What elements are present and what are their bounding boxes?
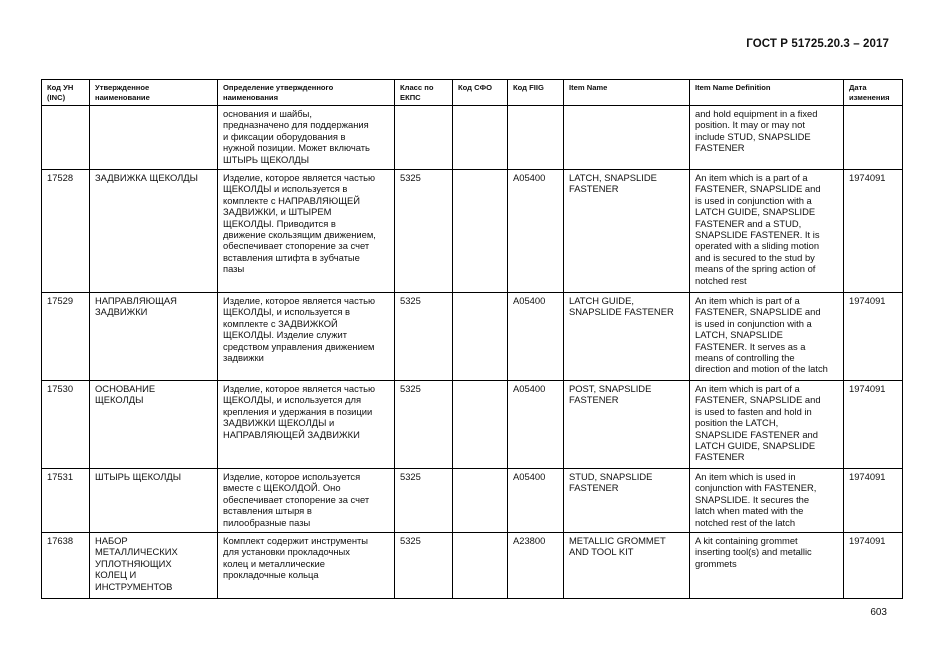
cell-ekps-class: 5325 xyxy=(395,381,453,469)
cell-ekps-class xyxy=(395,106,453,170)
cell-sfo-code xyxy=(453,533,508,599)
table-row xyxy=(42,106,903,170)
cell-inc: 17530 xyxy=(42,381,90,469)
cell-fiig-code: A23800 xyxy=(508,533,564,599)
cell-approved-name: ЗАДВИЖКА ЩЕКОЛДЫ xyxy=(90,170,218,293)
cell-ekps-class: 5325 xyxy=(395,170,453,293)
cell-item-name-definition: An item which is part of a FASTENER, SNAPSLIDE and is used to fasten and hold in position the LATCH, SNAPSLIDE FASTENER and LATCH GUIDE, SNAPSLIDE FASTENER xyxy=(690,381,844,469)
cell-inc xyxy=(42,106,90,170)
cell-inc: 17528 xyxy=(42,170,90,293)
standard-table xyxy=(41,79,903,599)
cell-item-name-definition: A kit containing grommet inserting tool(s) and metallic grommets xyxy=(690,533,844,599)
cell-fiig-code: A05400 xyxy=(508,381,564,469)
cell-sfo-code xyxy=(453,293,508,381)
cell-ekps-class: 5325 xyxy=(395,293,453,381)
cell-fiig-code: A05400 xyxy=(508,293,564,381)
cell-change-date: 1974091 xyxy=(844,469,903,533)
cell-definition: Изделие, которое является частью ЩЕКОЛДЫ и используется в комплекте с НАПРАВЛЯЮЩЕЙ ЗАДВИЖКИ, и ШТЫРЕМ ЩЕКОЛДЫ. Приводится в движение скользящим движением, обеспечивает стопорение за счет вставления штифта в зубчатые пазы xyxy=(218,170,395,293)
column-header-definition: Определение утвержденного наименования xyxy=(218,80,395,106)
cell-fiig-code xyxy=(508,106,564,170)
cell-item-name: LATCH GUIDE, SNAPSLIDE FASTENER xyxy=(564,293,690,381)
page-number: 603 xyxy=(870,607,887,618)
cell-inc: 17529 xyxy=(42,293,90,381)
column-header-approved-name: Утвержденное наименование xyxy=(90,80,218,106)
cell-item-name-definition: An item which is used in conjunction with FASTENER, SNAPSLIDE. It secures the latch when mated with the notched rest of the latch xyxy=(690,469,844,533)
cell-approved-name xyxy=(90,106,218,170)
cell-item-name: STUD, SNAPSLIDE FASTENER xyxy=(564,469,690,533)
cell-change-date: 1974091 xyxy=(844,533,903,599)
cell-change-date: 1974091 xyxy=(844,381,903,469)
cell-sfo-code xyxy=(453,106,508,170)
cell-approved-name: НАБОР МЕТАЛЛИЧЕСКИХ УПЛОТНЯЮЩИХ КОЛЕЦ И ИНСТРУМЕНТОВ xyxy=(90,533,218,599)
cell-ekps-class: 5325 xyxy=(395,469,453,533)
cell-fiig-code: A05400 xyxy=(508,469,564,533)
column-header-ekps-class: Класс по ЕКПС xyxy=(395,80,453,106)
cell-approved-name: ШТЫРЬ ЩЕКОЛДЫ xyxy=(90,469,218,533)
cell-item-name-definition: An item which is a part of a FASTENER, SNAPSLIDE and is used in conjunction with a LATCH GUIDE, SNAPSLIDE FASTENER and a STUD, SNAPSLIDE FASTENER. It is operated with a sliding motion and is secured to the stud by means of the spring action of notched rest xyxy=(690,170,844,293)
cell-definition: Комплект содержит инструменты для установки прокладочных колец и металлические прокладочные кольца xyxy=(218,533,395,599)
cell-item-name: METALLIC GROMMET AND TOOL KIT xyxy=(564,533,690,599)
cell-item-name-definition: and hold equipment in a fixed position. It may or may not include STUD, SNAPSLIDE FASTENER xyxy=(690,106,844,170)
cell-definition: Изделие, которое является частью ЩЕКОЛДЫ, и используется в комплекте с ЗАДВИЖКОЙ ЩЕКОЛДЫ. Изделие служит средством управления движением задвижки xyxy=(218,293,395,381)
cell-inc: 17531 xyxy=(42,469,90,533)
table-row xyxy=(42,170,903,293)
column-header-inc: Код УН (INC) xyxy=(42,80,90,106)
cell-approved-name: НАПРАВЛЯЮЩАЯ ЗАДВИЖКИ xyxy=(90,293,218,381)
cell-change-date: 1974091 xyxy=(844,293,903,381)
table-header-row xyxy=(42,80,903,106)
document-id-header: ГОСТ Р 51725.20.3 – 2017 xyxy=(746,38,889,50)
table-row xyxy=(42,533,903,599)
cell-item-name: POST, SNAPSLIDE FASTENER xyxy=(564,381,690,469)
cell-sfo-code xyxy=(453,381,508,469)
cell-sfo-code xyxy=(453,170,508,293)
cell-ekps-class: 5325 xyxy=(395,533,453,599)
cell-approved-name: ОСНОВАНИЕ ЩЕКОЛДЫ xyxy=(90,381,218,469)
table-row xyxy=(42,469,903,533)
cell-change-date: 1974091 xyxy=(844,170,903,293)
cell-item-name: LATCH, SNAPSLIDE FASTENER xyxy=(564,170,690,293)
cell-fiig-code: A05400 xyxy=(508,170,564,293)
cell-definition: Изделие, которое является частью ЩЕКОЛДЫ, и используется для крепления и удержания в позиции ЗАДВИЖКИ ЩЕКОЛДЫ и НАПРАВЛЯЮЩЕЙ ЗАДВИЖКИ xyxy=(218,381,395,469)
cell-inc: 17638 xyxy=(42,533,90,599)
table-row xyxy=(42,381,903,469)
column-header-change-date: Дата изменения xyxy=(844,80,903,106)
cell-definition: Изделие, которое используется вместе с ЩЕКОЛДОЙ. Оно обеспечивает стопорение за счет вставления штыря в пилообразные пазы xyxy=(218,469,395,533)
column-header-fiig-code: Код FIIG xyxy=(508,80,564,106)
table-row xyxy=(42,293,903,381)
column-header-sfo-code: Код СФО xyxy=(453,80,508,106)
cell-sfo-code xyxy=(453,469,508,533)
cell-change-date xyxy=(844,106,903,170)
cell-item-name xyxy=(564,106,690,170)
cell-definition: основания и шайбы, предназначено для поддержания и фиксации оборудования в нужной позиции. Может включать ШТЫРЬ ЩЕКОЛДЫ xyxy=(218,106,395,170)
column-header-item-name: Item Name xyxy=(564,80,690,106)
cell-item-name-definition: An item which is part of a FASTENER, SNAPSLIDE and is used in conjunction with a LATCH, SNAPSLIDE FASTENER. It serves as a means of controlling the direction and motion of the latch xyxy=(690,293,844,381)
column-header-item-name-definition: Item Name Definition xyxy=(690,80,844,106)
